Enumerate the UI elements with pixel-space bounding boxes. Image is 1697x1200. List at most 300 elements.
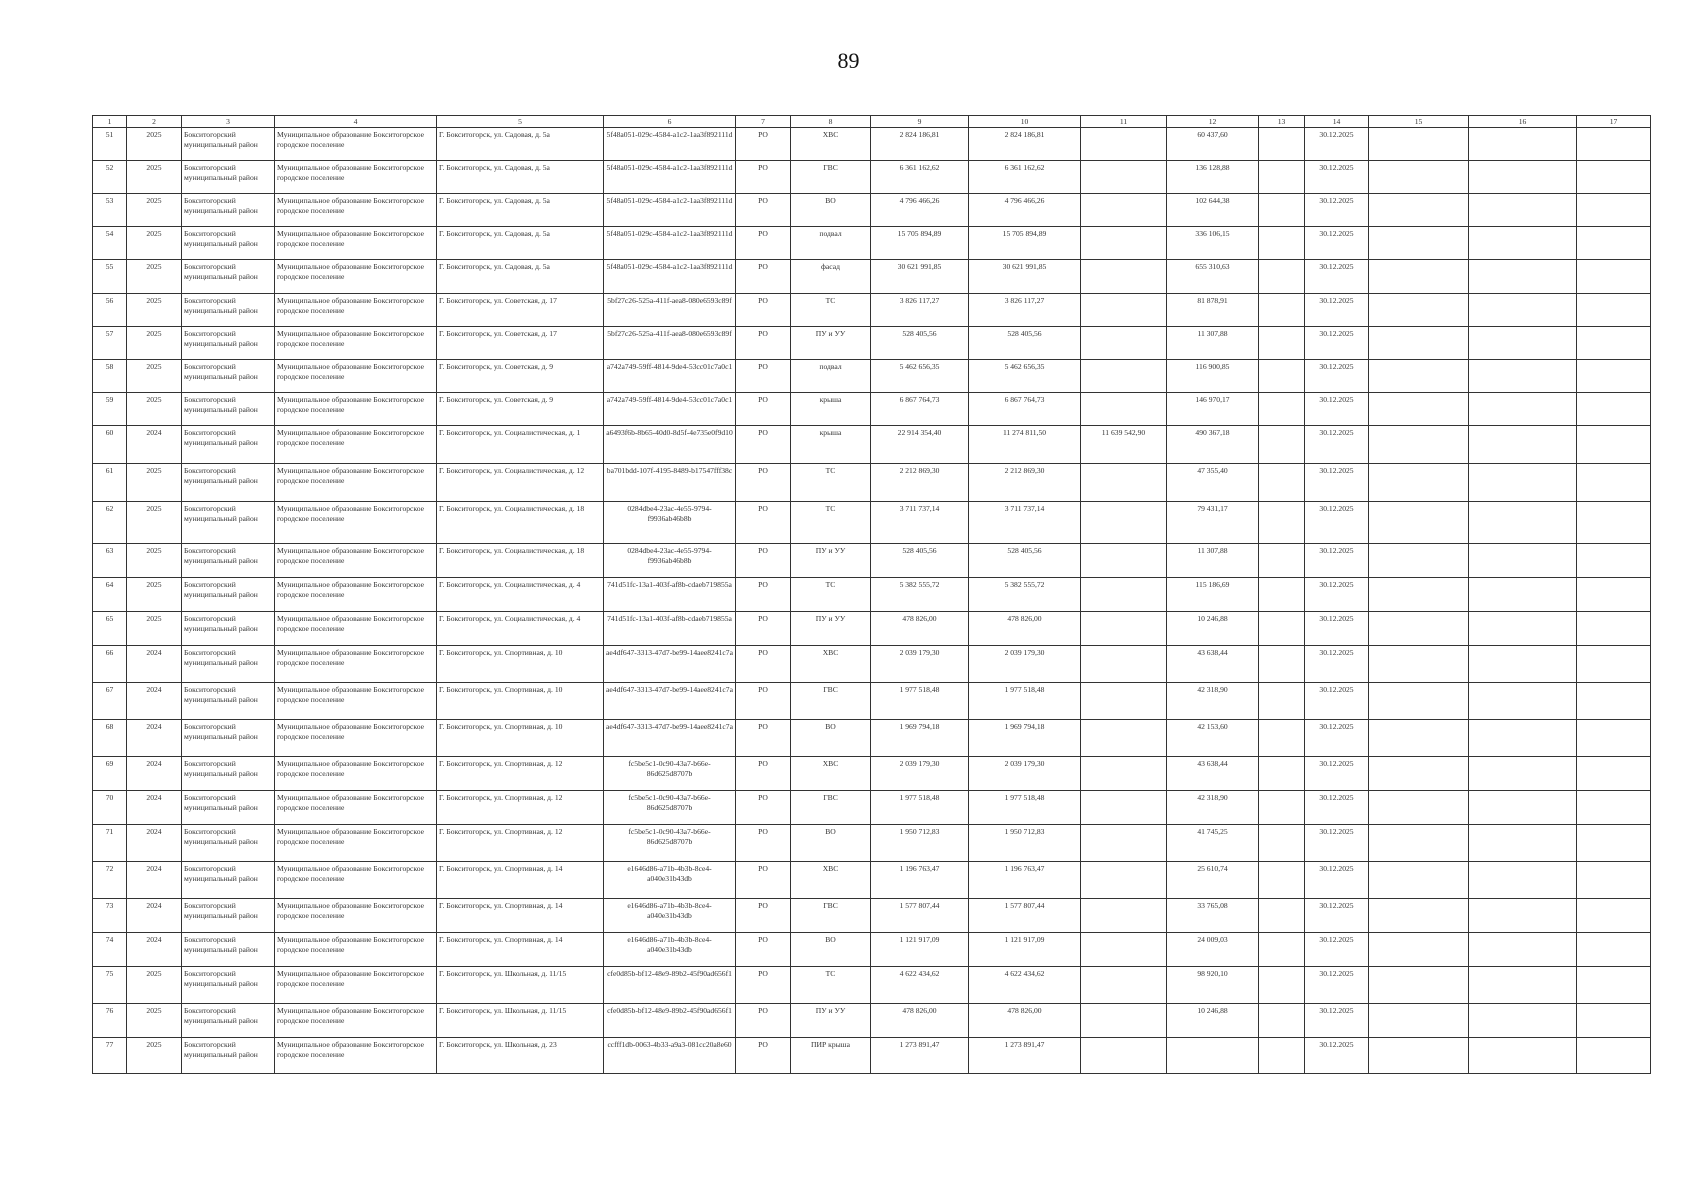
row-number-cell: 65: [93, 612, 127, 646]
row-number-cell: 59: [93, 393, 127, 426]
municipality-cell: Муниципальное образование Бокситогорское городское поселение: [275, 161, 437, 194]
cost-col11-cell: [1081, 1038, 1167, 1074]
cost-col10-cell: 4 622 434,62: [969, 967, 1081, 1004]
date-cell: 30.12.2025: [1305, 294, 1369, 327]
col17-cell: [1577, 757, 1651, 791]
col16-cell: [1469, 227, 1577, 260]
col13-cell: [1259, 502, 1305, 544]
col13-cell: [1259, 544, 1305, 578]
work-type-cell: ПУ и УУ: [791, 612, 871, 646]
col13-cell: [1259, 227, 1305, 260]
col13-cell: [1259, 393, 1305, 426]
year-cell: 2024: [127, 791, 182, 825]
guid-cell: 5f48a051-029c-4584-a1c2-1aa3f892111d: [604, 128, 736, 161]
cost-col10-cell: 2 039 179,30: [969, 646, 1081, 683]
col17-cell: [1577, 360, 1651, 393]
work-type-cell: ГВС: [791, 683, 871, 720]
col16-cell: [1469, 327, 1577, 360]
guid-cell: ae4df647-3313-47d7-be99-14aee8241c7a: [604, 646, 736, 683]
total-cost-cell: 1 977 518,48: [871, 683, 969, 720]
total-cost-cell: 5 462 656,35: [871, 360, 969, 393]
total-cost-cell: 1 969 794,18: [871, 720, 969, 757]
work-type-cell: ТС: [791, 967, 871, 1004]
col16-cell: [1469, 294, 1577, 327]
row-number-cell: 74: [93, 933, 127, 967]
type-cell: РО: [736, 791, 791, 825]
address-cell: Г. Бокситогорск, ул. Садовая, д. 5а: [437, 227, 604, 260]
total-cost-cell: 478 826,00: [871, 612, 969, 646]
guid-cell: cfe0d85b-bf12-48e9-89b2-45f90ad656f1: [604, 967, 736, 1004]
cost-col11-cell: [1081, 464, 1167, 502]
work-type-cell: ТС: [791, 578, 871, 612]
cost-col10-cell: 1 273 891,47: [969, 1038, 1081, 1074]
col16-cell: [1469, 933, 1577, 967]
year-cell: 2024: [127, 757, 182, 791]
type-cell: РО: [736, 1038, 791, 1074]
municipality-cell: Муниципальное образование Бокситогорское городское поселение: [275, 294, 437, 327]
col15-cell: [1369, 227, 1469, 260]
total-cost-cell: 4 796 466,26: [871, 194, 969, 227]
cost-col11-cell: [1081, 327, 1167, 360]
table-row: [93, 720, 1651, 757]
guid-cell: a742a749-59ff-4814-9de4-53cc01c7a0c1: [604, 393, 736, 426]
district-cell: Бокситогорский муниципальный район: [182, 464, 275, 502]
address-cell: Г. Бокситогорск, ул. Социалистическая, д. 4: [437, 612, 604, 646]
cost-col10-cell: 1 577 807,44: [969, 899, 1081, 933]
municipality-cell: Муниципальное образование Бокситогорское городское поселение: [275, 393, 437, 426]
cost-col10-cell: 1 950 712,83: [969, 825, 1081, 862]
address-cell: Г. Бокситогорск, ул. Спортивная, д. 12: [437, 757, 604, 791]
district-cell: Бокситогорский муниципальный район: [182, 227, 275, 260]
col13-cell: [1259, 161, 1305, 194]
cost-col11-cell: [1081, 791, 1167, 825]
col15-cell: [1369, 899, 1469, 933]
address-cell: Г. Бокситогорск, ул. Спортивная, д. 10: [437, 646, 604, 683]
column-header: 1: [93, 116, 127, 128]
guid-cell: ae4df647-3313-47d7-be99-14aee8241c7a: [604, 720, 736, 757]
column-header: 2: [127, 116, 182, 128]
municipality-cell: Муниципальное образование Бокситогорское городское поселение: [275, 578, 437, 612]
guid-cell: 5f48a051-029c-4584-a1c2-1aa3f892111d: [604, 227, 736, 260]
cost-col11-cell: [1081, 194, 1167, 227]
guid-cell: fc5be5c1-0c90-43a7-b66e-86d625d8707b: [604, 791, 736, 825]
row-number-cell: 76: [93, 1004, 127, 1038]
cost-col12-cell: 655 310,63: [1167, 260, 1259, 294]
work-type-cell: ТС: [791, 502, 871, 544]
address-cell: Г. Бокситогорск, ул. Спортивная, д. 12: [437, 825, 604, 862]
district-cell: Бокситогорский муниципальный район: [182, 502, 275, 544]
work-type-cell: подвал: [791, 227, 871, 260]
cost-col11-cell: [1081, 683, 1167, 720]
year-cell: 2025: [127, 327, 182, 360]
table-row: [93, 161, 1651, 194]
cost-col12-cell: 490 367,18: [1167, 426, 1259, 464]
col16-cell: [1469, 899, 1577, 933]
col13-cell: [1259, 327, 1305, 360]
date-cell: 30.12.2025: [1305, 967, 1369, 1004]
cost-col12-cell: 10 246,88: [1167, 1004, 1259, 1038]
total-cost-cell: 2 212 869,30: [871, 464, 969, 502]
table-row: [93, 862, 1651, 899]
col16-cell: [1469, 360, 1577, 393]
column-header: 3: [182, 116, 275, 128]
col16-cell: [1469, 791, 1577, 825]
col13-cell: [1259, 426, 1305, 464]
table-header: [93, 116, 1651, 128]
col17-cell: [1577, 393, 1651, 426]
work-type-cell: ПУ и УУ: [791, 544, 871, 578]
total-cost-cell: 3 711 737,14: [871, 502, 969, 544]
cost-col11-cell: [1081, 720, 1167, 757]
total-cost-cell: 1 273 891,47: [871, 1038, 969, 1074]
district-cell: Бокситогорский муниципальный район: [182, 612, 275, 646]
date-cell: 30.12.2025: [1305, 544, 1369, 578]
col17-cell: [1577, 464, 1651, 502]
col16-cell: [1469, 967, 1577, 1004]
col15-cell: [1369, 426, 1469, 464]
date-cell: 30.12.2025: [1305, 194, 1369, 227]
column-header: 15: [1369, 116, 1469, 128]
row-number-cell: 52: [93, 161, 127, 194]
col13-cell: [1259, 720, 1305, 757]
year-cell: 2025: [127, 360, 182, 393]
year-cell: 2025: [127, 294, 182, 327]
table-row: [93, 1004, 1651, 1038]
col16-cell: [1469, 1038, 1577, 1074]
col16-cell: [1469, 194, 1577, 227]
address-cell: Г. Бокситогорск, ул. Советская, д. 9: [437, 393, 604, 426]
year-cell: 2025: [127, 578, 182, 612]
date-cell: 30.12.2025: [1305, 1004, 1369, 1038]
guid-cell: 0284dbe4-23ac-4e55-9794-f9936ab46b8b: [604, 544, 736, 578]
guid-cell: a6493f6b-8b65-40d0-8d5f-4e735e0f9d10: [604, 426, 736, 464]
type-cell: РО: [736, 544, 791, 578]
address-cell: Г. Бокситогорск, ул. Школьная, д. 23: [437, 1038, 604, 1074]
col15-cell: [1369, 646, 1469, 683]
municipality-cell: Муниципальное образование Бокситогорское городское поселение: [275, 194, 437, 227]
cost-col12-cell: [1167, 1038, 1259, 1074]
guid-cell: 5f48a051-029c-4584-a1c2-1aa3f892111d: [604, 260, 736, 294]
col17-cell: [1577, 260, 1651, 294]
year-cell: 2025: [127, 502, 182, 544]
district-cell: Бокситогорский муниципальный район: [182, 825, 275, 862]
table-row: [93, 683, 1651, 720]
cost-col12-cell: 10 246,88: [1167, 612, 1259, 646]
col16-cell: [1469, 825, 1577, 862]
table-row: [93, 294, 1651, 327]
cost-col12-cell: 146 970,17: [1167, 393, 1259, 426]
type-cell: РО: [736, 194, 791, 227]
district-cell: Бокситогорский муниципальный район: [182, 757, 275, 791]
district-cell: Бокситогорский муниципальный район: [182, 683, 275, 720]
table-row: [93, 464, 1651, 502]
row-number-cell: 61: [93, 464, 127, 502]
date-cell: 30.12.2025: [1305, 646, 1369, 683]
district-cell: Бокситогорский муниципальный район: [182, 327, 275, 360]
type-cell: РО: [736, 612, 791, 646]
table-row: [93, 393, 1651, 426]
col13-cell: [1259, 294, 1305, 327]
col15-cell: [1369, 161, 1469, 194]
col17-cell: [1577, 825, 1651, 862]
column-header: 10: [969, 116, 1081, 128]
total-cost-cell: 528 405,56: [871, 544, 969, 578]
date-cell: 30.12.2025: [1305, 933, 1369, 967]
type-cell: РО: [736, 683, 791, 720]
district-cell: Бокситогорский муниципальный район: [182, 360, 275, 393]
table-row: [93, 260, 1651, 294]
address-cell: Г. Бокситогорск, ул. Садовая, д. 5а: [437, 161, 604, 194]
district-cell: Бокситогорский муниципальный район: [182, 426, 275, 464]
address-cell: Г. Бокситогорск, ул. Садовая, д. 5а: [437, 128, 604, 161]
row-number-cell: 77: [93, 1038, 127, 1074]
column-header: 16: [1469, 116, 1577, 128]
total-cost-cell: 3 826 117,27: [871, 294, 969, 327]
district-cell: Бокситогорский муниципальный район: [182, 294, 275, 327]
total-cost-cell: 2 039 179,30: [871, 646, 969, 683]
table-row: [93, 933, 1651, 967]
type-cell: РО: [736, 128, 791, 161]
cost-col10-cell: 1 196 763,47: [969, 862, 1081, 899]
col15-cell: [1369, 294, 1469, 327]
type-cell: РО: [736, 862, 791, 899]
col15-cell: [1369, 128, 1469, 161]
date-cell: 30.12.2025: [1305, 791, 1369, 825]
col17-cell: [1577, 720, 1651, 757]
col17-cell: [1577, 161, 1651, 194]
col17-cell: [1577, 646, 1651, 683]
cost-col12-cell: 47 355,40: [1167, 464, 1259, 502]
year-cell: 2025: [127, 1038, 182, 1074]
municipality-cell: Муниципальное образование Бокситогорское городское поселение: [275, 426, 437, 464]
date-cell: 30.12.2025: [1305, 502, 1369, 544]
type-cell: РО: [736, 360, 791, 393]
table-row: [93, 360, 1651, 393]
col15-cell: [1369, 194, 1469, 227]
cost-col12-cell: 102 644,38: [1167, 194, 1259, 227]
col13-cell: [1259, 360, 1305, 393]
col13-cell: [1259, 128, 1305, 161]
guid-cell: 5bf27c26-525a-411f-aea8-080e6593c89f: [604, 327, 736, 360]
row-number-cell: 67: [93, 683, 127, 720]
col17-cell: [1577, 967, 1651, 1004]
guid-cell: ae4df647-3313-47d7-be99-14aee8241c7a: [604, 683, 736, 720]
work-type-cell: ГВС: [791, 791, 871, 825]
work-type-cell: ВО: [791, 194, 871, 227]
total-cost-cell: 4 622 434,62: [871, 967, 969, 1004]
guid-cell: 741d51fc-13a1-403f-af8b-cdaeb719855a: [604, 612, 736, 646]
col16-cell: [1469, 612, 1577, 646]
work-type-cell: ГВС: [791, 899, 871, 933]
date-cell: 30.12.2025: [1305, 862, 1369, 899]
address-cell: Г. Бокситогорск, ул. Спортивная, д. 10: [437, 683, 604, 720]
cost-col10-cell: 6 867 764,73: [969, 393, 1081, 426]
district-cell: Бокситогорский муниципальный район: [182, 128, 275, 161]
cost-col10-cell: 1 969 794,18: [969, 720, 1081, 757]
row-number-cell: 63: [93, 544, 127, 578]
col15-cell: [1369, 825, 1469, 862]
date-cell: 30.12.2025: [1305, 327, 1369, 360]
row-number-cell: 72: [93, 862, 127, 899]
col17-cell: [1577, 502, 1651, 544]
district-cell: Бокситогорский муниципальный район: [182, 862, 275, 899]
district-cell: Бокситогорский муниципальный район: [182, 1038, 275, 1074]
cost-col11-cell: 11 639 542,90: [1081, 426, 1167, 464]
cost-col12-cell: 43 638,44: [1167, 646, 1259, 683]
col16-cell: [1469, 161, 1577, 194]
column-header: 6: [604, 116, 736, 128]
row-number-cell: 75: [93, 967, 127, 1004]
col13-cell: [1259, 260, 1305, 294]
col13-cell: [1259, 933, 1305, 967]
column-header: 11: [1081, 116, 1167, 128]
column-header: 17: [1577, 116, 1651, 128]
municipality-cell: Муниципальное образование Бокситогорское городское поселение: [275, 612, 437, 646]
address-cell: Г. Бокситогорск, ул. Школьная, д. 11/15: [437, 967, 604, 1004]
page-number: 89: [837, 48, 860, 73]
col13-cell: [1259, 646, 1305, 683]
col16-cell: [1469, 544, 1577, 578]
table-row: [93, 825, 1651, 862]
col13-cell: [1259, 757, 1305, 791]
cost-col10-cell: 1 121 917,09: [969, 933, 1081, 967]
work-type-cell: ВО: [791, 720, 871, 757]
year-cell: 2025: [127, 194, 182, 227]
total-cost-cell: 15 705 894,89: [871, 227, 969, 260]
address-cell: Г. Бокситогорск, ул. Спортивная, д. 12: [437, 791, 604, 825]
cost-col10-cell: 1 977 518,48: [969, 791, 1081, 825]
cost-col11-cell: [1081, 612, 1167, 646]
row-number-cell: 58: [93, 360, 127, 393]
year-cell: 2025: [127, 260, 182, 294]
date-cell: 30.12.2025: [1305, 757, 1369, 791]
cost-col11-cell: [1081, 393, 1167, 426]
type-cell: РО: [736, 967, 791, 1004]
col15-cell: [1369, 1038, 1469, 1074]
cost-col12-cell: 11 307,88: [1167, 327, 1259, 360]
table-row: [93, 791, 1651, 825]
address-cell: Г. Бокситогорск, ул. Спортивная, д. 14: [437, 899, 604, 933]
row-number-cell: 66: [93, 646, 127, 683]
municipality-cell: Муниципальное образование Бокситогорское городское поселение: [275, 1038, 437, 1074]
col13-cell: [1259, 899, 1305, 933]
year-cell: 2025: [127, 227, 182, 260]
col15-cell: [1369, 393, 1469, 426]
cost-col12-cell: 42 153,60: [1167, 720, 1259, 757]
cost-col10-cell: 30 621 991,85: [969, 260, 1081, 294]
cost-col11-cell: [1081, 260, 1167, 294]
type-cell: РО: [736, 825, 791, 862]
cost-col10-cell: 5 462 656,35: [969, 360, 1081, 393]
address-cell: Г. Бокситогорск, ул. Советская, д. 17: [437, 327, 604, 360]
table-body: [93, 128, 1651, 1074]
cost-col11-cell: [1081, 933, 1167, 967]
cost-col10-cell: 1 977 518,48: [969, 683, 1081, 720]
date-cell: 30.12.2025: [1305, 260, 1369, 294]
cost-col10-cell: 528 405,56: [969, 327, 1081, 360]
table-row: [93, 646, 1651, 683]
district-cell: Бокситогорский муниципальный район: [182, 1004, 275, 1038]
col13-cell: [1259, 862, 1305, 899]
municipality-cell: Муниципальное образование Бокситогорское городское поселение: [275, 1004, 437, 1038]
district-cell: Бокситогорский муниципальный район: [182, 646, 275, 683]
col17-cell: [1577, 194, 1651, 227]
address-cell: Г. Бокситогорск, ул. Садовая, д. 5а: [437, 194, 604, 227]
year-cell: 2024: [127, 862, 182, 899]
municipality-cell: Муниципальное образование Бокситогорское городское поселение: [275, 646, 437, 683]
type-cell: РО: [736, 327, 791, 360]
row-number-cell: 71: [93, 825, 127, 862]
district-cell: Бокситогорский муниципальный район: [182, 899, 275, 933]
cost-col10-cell: 478 826,00: [969, 612, 1081, 646]
municipality-cell: Муниципальное образование Бокситогорское городское поселение: [275, 128, 437, 161]
total-cost-cell: 22 914 354,40: [871, 426, 969, 464]
col16-cell: [1469, 426, 1577, 464]
cost-col11-cell: [1081, 128, 1167, 161]
type-cell: РО: [736, 464, 791, 502]
cost-col12-cell: 81 878,91: [1167, 294, 1259, 327]
cost-col11-cell: [1081, 757, 1167, 791]
cost-col10-cell: 6 361 162,62: [969, 161, 1081, 194]
cost-col10-cell: 528 405,56: [969, 544, 1081, 578]
address-cell: Г. Бокситогорск, ул. Социалистическая, д. 12: [437, 464, 604, 502]
col15-cell: [1369, 967, 1469, 1004]
municipality-cell: Муниципальное образование Бокситогорское городское поселение: [275, 227, 437, 260]
address-cell: Г. Бокситогорск, ул. Социалистическая, д. 18: [437, 502, 604, 544]
work-type-cell: ВО: [791, 933, 871, 967]
column-header: 4: [275, 116, 437, 128]
address-cell: Г. Бокситогорск, ул. Садовая, д. 5а: [437, 260, 604, 294]
cost-col11-cell: [1081, 899, 1167, 933]
type-cell: РО: [736, 1004, 791, 1038]
total-cost-cell: 30 621 991,85: [871, 260, 969, 294]
col17-cell: [1577, 1004, 1651, 1038]
cost-col12-cell: 136 128,88: [1167, 161, 1259, 194]
table-row: [93, 194, 1651, 227]
table-row: [93, 1038, 1651, 1074]
address-cell: Г. Бокситогорск, ул. Социалистическая, д. 1: [437, 426, 604, 464]
municipality-cell: Муниципальное образование Бокситогорское городское поселение: [275, 327, 437, 360]
work-type-cell: крыша: [791, 426, 871, 464]
table-row: [93, 128, 1651, 161]
date-cell: 30.12.2025: [1305, 825, 1369, 862]
cost-col12-cell: 42 318,90: [1167, 791, 1259, 825]
table-row: [93, 502, 1651, 544]
district-cell: Бокситогорский муниципальный район: [182, 260, 275, 294]
district-cell: Бокситогорский муниципальный район: [182, 544, 275, 578]
cost-col12-cell: 115 186,69: [1167, 578, 1259, 612]
date-cell: 30.12.2025: [1305, 578, 1369, 612]
work-type-cell: ХВС: [791, 862, 871, 899]
col17-cell: [1577, 1038, 1651, 1074]
cost-col11-cell: [1081, 227, 1167, 260]
col16-cell: [1469, 393, 1577, 426]
table-row: [93, 426, 1651, 464]
total-cost-cell: 6 867 764,73: [871, 393, 969, 426]
row-number-cell: 53: [93, 194, 127, 227]
cost-col10-cell: 2 824 186,81: [969, 128, 1081, 161]
col16-cell: [1469, 646, 1577, 683]
cost-col12-cell: 41 745,25: [1167, 825, 1259, 862]
guid-cell: fc5be5c1-0c90-43a7-b66e-86d625d8707b: [604, 825, 736, 862]
cost-col12-cell: 98 920,10: [1167, 967, 1259, 1004]
col16-cell: [1469, 260, 1577, 294]
col15-cell: [1369, 327, 1469, 360]
cost-col11-cell: [1081, 578, 1167, 612]
guid-cell: ccfff1db-0063-4b33-a9a3-081cc20a8e60: [604, 1038, 736, 1074]
cost-col11-cell: [1081, 360, 1167, 393]
cost-col11-cell: [1081, 646, 1167, 683]
